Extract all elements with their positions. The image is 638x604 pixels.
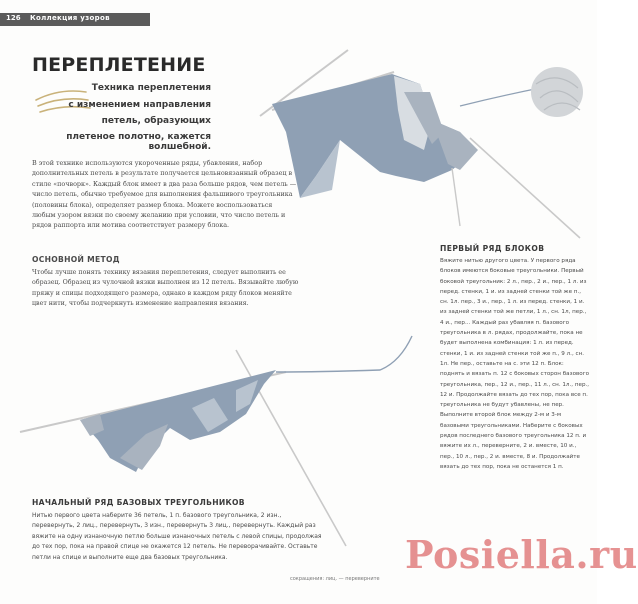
page-number: 126 xyxy=(6,14,21,22)
base-row-text: Нитью первого цвета наберите 36 петель, 1 п. базового треугольника, 2 изн., перевернуть, 2 лиц., перевернуть, 3 изн., перевернуть 3 лиц., перевернуть. Каждый раз вяжите на одну изнаночную петлю больше изнаночных петель с левой спицы, продолжая до тех пор, пока на правой спице не окажется 12 петель. Не переворачивайте. Оставьте петли на спице и выполните еще два базовых треугольника. xyxy=(32,512,322,561)
intro-paragraph xyxy=(32,158,297,231)
first-row-heading: ПЕРВЫЙ РЯД БЛОКОВ xyxy=(440,244,545,253)
yarn-ball-icon xyxy=(531,67,583,117)
intro-text: В этой технике используются укороченные ряды, убавления, набор дополнительных петель в результате получается цельновязанный образец в стиле «почворк». Каждый блок имеет в два раза больше рядов, чем петель — число петель, обычно требуемое для выполнения фальшивого треугольника (половины блока), определяет размер блока. Можете воспользоваться любым узором вязки по своему желанию при условии, что число петель и рядов раппорта или мотива соответствует размеру блока. xyxy=(32,159,297,230)
first-row-paragraph xyxy=(440,256,590,472)
watermark-logo: Posiella.ru xyxy=(405,532,638,577)
method-text: Чтобы лучше понять технику вязания переплетения, следует выполнить ее образец. Образец из чулочной вязки выполнен из 12 петель. Вязывайте любую пряжу и спицы подходящего размера, однако в каждом ряду блоков меняйте цвет нити, чтобы подчеркнуть изменение направления вязания. xyxy=(32,269,299,308)
lead-line-3: петель, образующих xyxy=(101,116,211,126)
first-row-text: Вяжите нитью другого цвета. У первого ряда блоков имеются боковые треугольники. Первый боковой треугольник: 2 л., пер., 2 и., пер., 1 л. из перед. стенки, 1 и. из задней стенки той же п., сн. 1л. пер., 3 и., пер., 1 л. из перед. стенки, 1 и. из задней стенки той же петли, 1 л., сн. 1л, пер., 4 и., пер... Каждый раз убавляя п. базового треугольника в л. рядах, продолжайте, пока не будет выполнена комбинация: 1 л. из перед. стенки, 1 и. из задней стенки той же п., 9 л., сн. 1л. Не пер., оставьте на с. эти 12 п. Блок: поднять и вязать п. 12 с боковых сторон базового треугольника, пер., 12 и., пер., 11 л., сн. 1л., пер., 12 и. Продолжайте вязать до тех пор, пока все п. треугольника не будут убавлены, не пер. Выполните второй блок между 2-м и 3-м базовыми треугольниками. Наберите с боковых рядов последнего базового треугольника 12 п. и вяжите их л., переверните, 2 и. вместе, 10 и., пер., 10 л., пер., 2 и. вместе, 8 и. Продолжайте вязать до тех пор, пока не останется 1 п. xyxy=(440,258,590,470)
base-row-paragraph xyxy=(32,511,322,563)
lead-line-2: с изменением направления xyxy=(68,100,211,110)
section-title: Коллекция узоров xyxy=(30,14,110,22)
base-row-heading: НАЧАЛЬНЫЙ РЯД БАЗОВЫХ ТРЕУГОЛЬНИКОВ xyxy=(32,498,245,507)
abbreviations-note: сокращения: лиц. — переверните xyxy=(290,576,380,582)
method-heading: ОСНОВНОЙ МЕТОД xyxy=(32,255,120,264)
lead-line-4: плетеное полотно, кажется волшебной. xyxy=(66,132,211,152)
top-swatch xyxy=(260,50,580,238)
page-title: ПЕРЕПЛЕТЕНИЕ xyxy=(32,54,206,76)
lead-line-1: Техника переплетения xyxy=(91,83,211,93)
method-paragraph xyxy=(32,268,302,310)
